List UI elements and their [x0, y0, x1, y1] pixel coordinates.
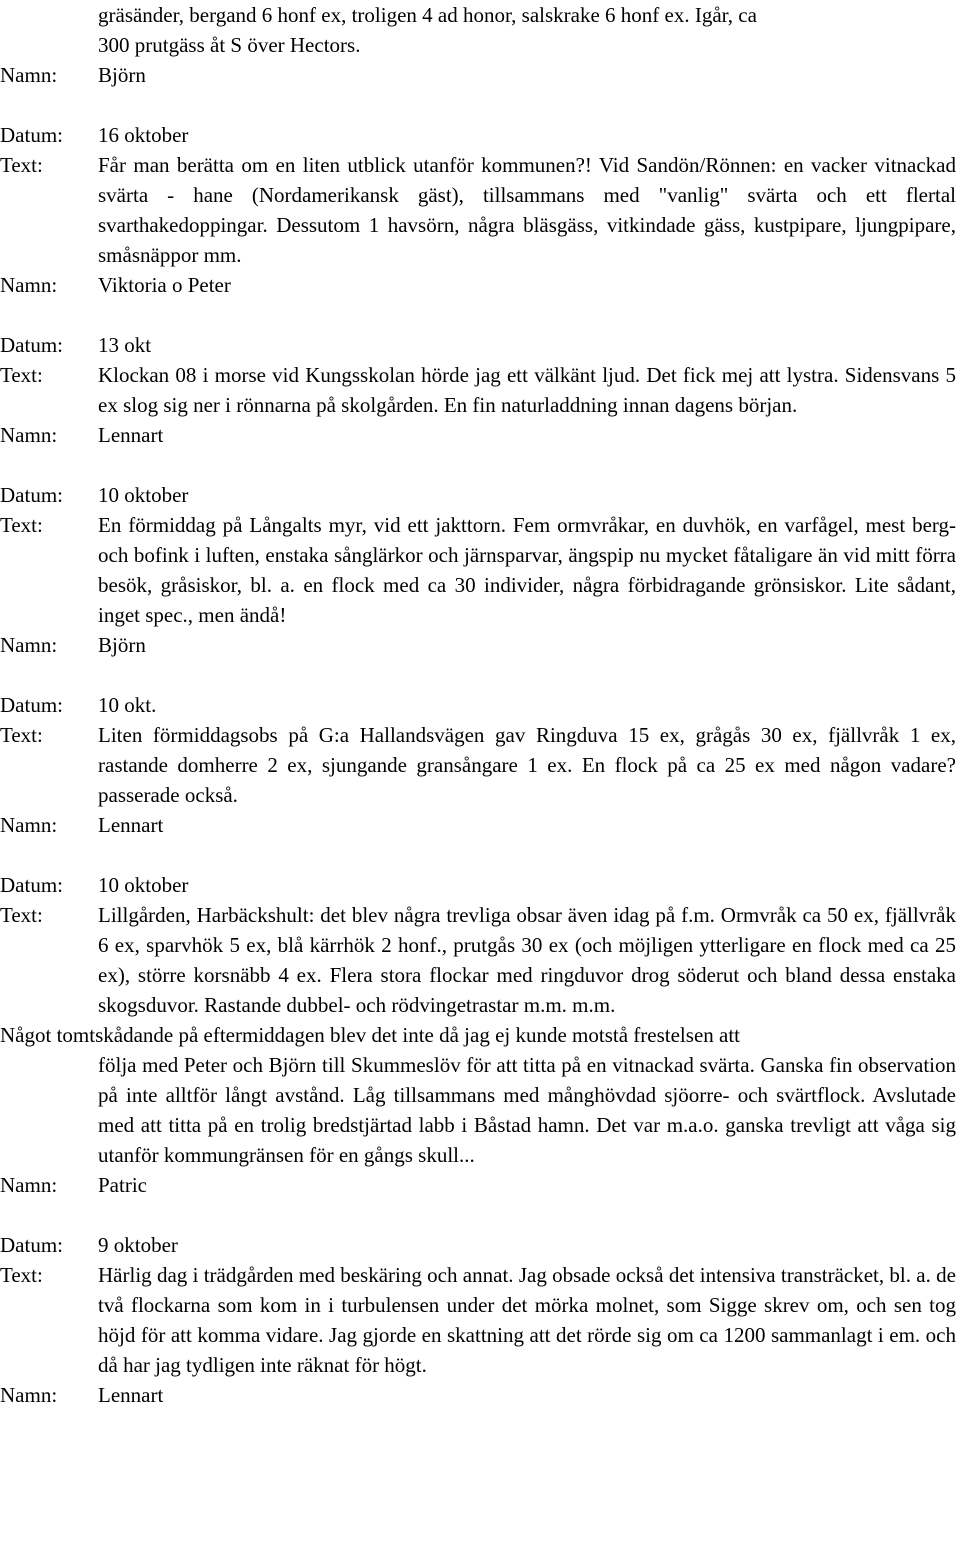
text-label: Text: — [0, 363, 43, 387]
namn-value: Patric — [98, 1173, 147, 1197]
text-row — [0, 150, 956, 270]
text-value: Lillgården, Harbäckshult: det blev några trevliga obsar även idag på f.m. Ormvråk ca 50 ex, fjällvråk 6 ex, sparvhök 5 ex, blå kärrhök 2 honf., prutgås 30 ex (och möjligen ytterligare en flock med ca 25 ex), större korsnäbb 4 ex. Flera stora flockar med ringduvor drog söderut och bland dessa enstaka skogsduvor. Rastande dubbel- och rödvingetrastar m.m. m.m. — [98, 903, 956, 1017]
namn-label: Namn: — [0, 1383, 58, 1407]
datum-row — [0, 120, 956, 150]
text-value: Liten förmiddagsobs på G:a Hallandsvägen gav Ringduva 15 ex, grågås 30 ex, fjällvråk 1 ex, rastande domherre 2 ex, sjungande gransångare 1 ex. En flock på ca 25 ex med någon vadare? passerade också. — [98, 723, 956, 807]
datum-value: 9 oktober — [98, 1233, 178, 1257]
entry-separator — [0, 840, 956, 870]
datum-label: Datum: — [0, 693, 63, 717]
namn-row — [0, 810, 956, 840]
text-row — [0, 720, 956, 810]
namn-value: Björn — [98, 63, 146, 87]
text-row — [0, 900, 956, 1020]
namn-row — [0, 1380, 956, 1410]
text-label: Text: — [0, 153, 43, 177]
namn-value: Lennart — [98, 423, 164, 447]
text-row — [0, 1260, 956, 1380]
text-row — [0, 360, 956, 420]
text-label: Text: — [0, 513, 43, 537]
datum-row — [0, 870, 956, 900]
entry — [0, 1230, 956, 1410]
namn-label: Namn: — [0, 273, 58, 297]
namn-row — [0, 630, 956, 660]
text-row — [0, 510, 956, 630]
lead-entry — [0, 0, 956, 90]
namn-row — [0, 420, 956, 450]
datum-label: Datum: — [0, 483, 63, 507]
namn-row — [0, 270, 956, 300]
namn-label: Namn: — [0, 1173, 58, 1197]
text-label: Text: — [0, 723, 43, 747]
datum-value: 13 okt — [98, 333, 152, 357]
entry-separator — [0, 1200, 956, 1230]
datum-label: Datum: — [0, 333, 63, 357]
namn-row — [0, 1170, 956, 1200]
entry — [0, 120, 956, 300]
datum-value: 10 okt. — [98, 693, 157, 717]
entry-separator — [0, 300, 956, 330]
entry — [0, 480, 956, 660]
namn-value: Björn — [98, 633, 146, 657]
datum-label: Datum: — [0, 1233, 63, 1257]
entry-separator — [0, 450, 956, 480]
text-value: Härlig dag i trädgården med beskäring och annat. Jag obsade också det intensiva transträcket, bl. a. de två flockarna som kom in i turbulensen under det mörka molnet, som Sigge skrev om, och sen tog höjd för att komma vidare. Jag gjorde en skattning att det rörde sig om ca 1200 sammanlagt i em. och då har jag tydligen inte räknat för högt. — [98, 1263, 956, 1377]
entry-separator — [0, 660, 956, 690]
datum-label: Datum: — [0, 123, 63, 147]
entry — [0, 330, 956, 450]
namn-label: Namn: — [0, 633, 58, 657]
datum-value: 16 oktober — [98, 123, 189, 147]
datum-value: 10 oktober — [98, 873, 189, 897]
namn-value: Lennart — [98, 1383, 164, 1407]
datum-row — [0, 480, 956, 510]
datum-row — [0, 330, 956, 360]
namn-value: Viktoria o Peter — [98, 273, 231, 297]
datum-row — [0, 690, 956, 720]
namn-label: Namn: — [0, 813, 58, 837]
text-label: Text: — [0, 1263, 43, 1287]
entry-separator — [0, 90, 956, 120]
text-value: Klockan 08 i morse vid Kungsskolan hörde jag ett välkänt ljud. Det fick mej att lystra. Sidensvans 5 ex slog sig ner i rönnarna på skolgården. En fin naturladdning innan dagens början. — [98, 363, 956, 417]
lead-text-line: gräsänder, bergand 6 honf ex, troligen 4 ad honor, salskrake 6 honf ex. Igår, ca — [98, 3, 757, 27]
text-continuation — [0, 1020, 956, 1170]
text-continuation-rest: följa med Peter och Björn till Skummeslöv för att titta på en vitnackad svärta. Ganska fin observation på inte alltför långt avstånd. Låg tillsammans med månghövdad sjöorre- och svärtflock. Avslutade med att titta på en trolig bredstjärtad labb i Båstad hamn. Det var m.a.o. ganska trevligt att våga sig utanför kommungränsen för en gångs skull... — [98, 1053, 956, 1167]
entry — [0, 870, 956, 1200]
datum-value: 10 oktober — [98, 483, 189, 507]
datum-label: Datum: — [0, 873, 63, 897]
namn-label: Namn: — [0, 423, 58, 447]
lead-text-line: 300 prutgäss åt S över Hectors. — [98, 33, 361, 57]
text-value: Får man berätta om en liten utblick utanför kommunen?! Vid Sandön/Rönnen: en vacker vitnackad svärta - hane (Nordamerikansk gäst), tillsammans med "vanlig" svärta och ett flertal svarthakedoppingar. Dessutom 1 havsörn, några bläsgäss, vitkindade gäss, kustpipare, ljungpipare, småsnäppor mm. — [98, 153, 956, 267]
entry — [0, 690, 956, 840]
namn-row — [0, 60, 956, 90]
datum-row — [0, 1230, 956, 1260]
text-label: Text: — [0, 903, 43, 927]
text-continuation-first-line: Något tomtskådande på eftermiddagen blev det inte då jag ej kunde motstå frestelsen att — [0, 1023, 741, 1047]
text-value: En förmiddag på Långalts myr, vid ett jakttorn. Fem ormvråkar, en duvhök, en varfågel, mest berg- och bofink i luften, enstaka sånglärkor och järnsparvar, ängspip nu mycket fåtaligare än vid mitt förra besök, gråsiskor, bl. a. en flock med ca 30 individer, några förbidragande grönsiskor. Lite sådant, inget spec., men ändå! — [98, 513, 956, 627]
namn-label: Namn: — [0, 63, 58, 87]
namn-value: Lennart — [98, 813, 164, 837]
